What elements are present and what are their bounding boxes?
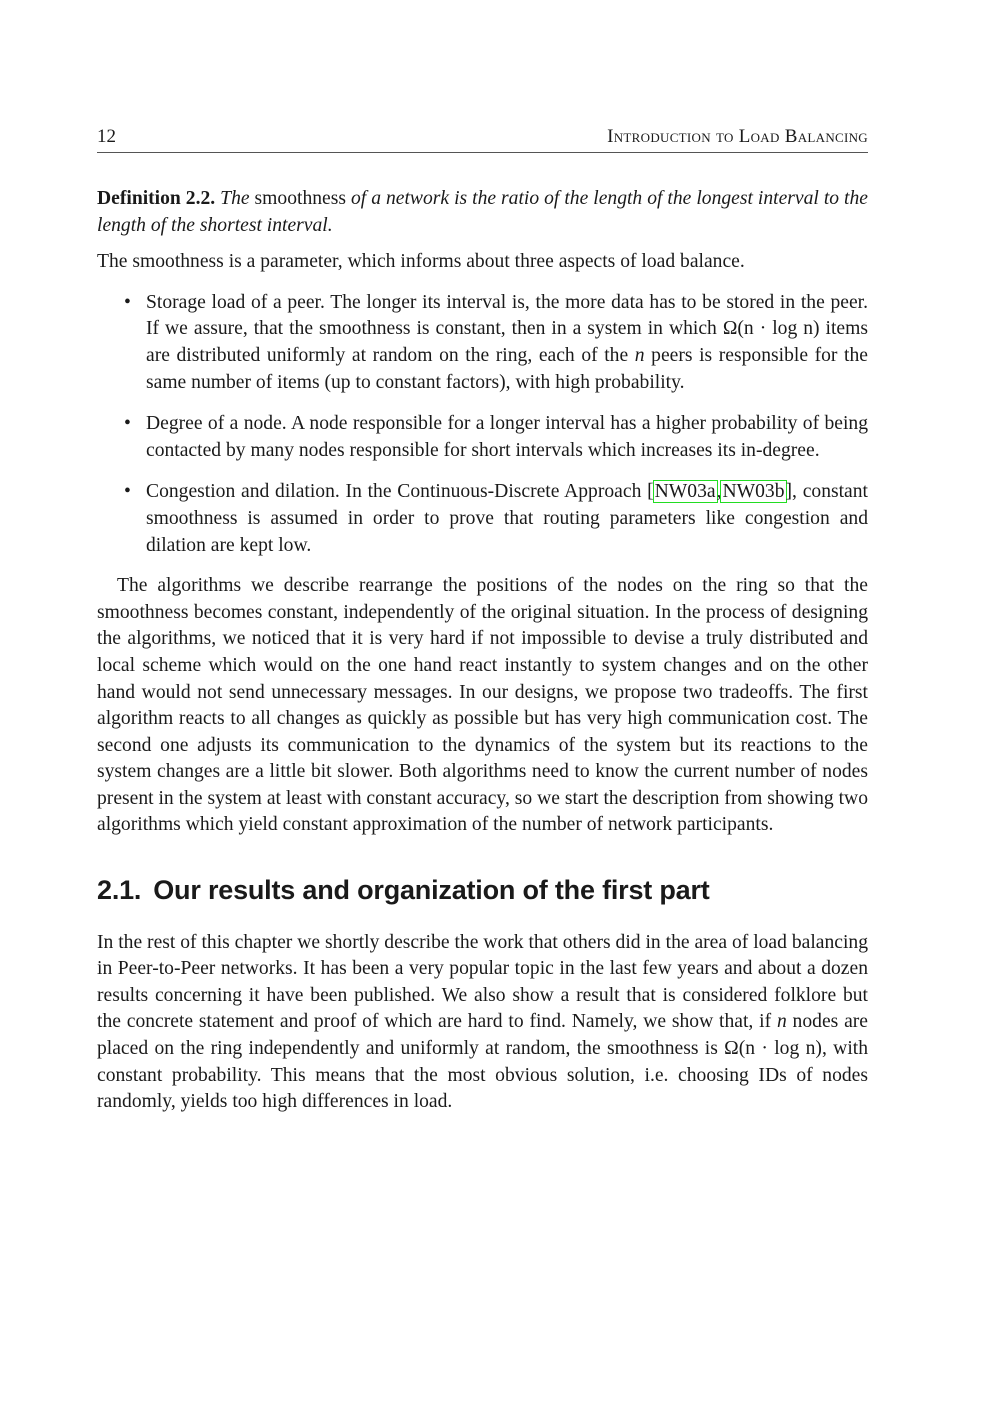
list-item-storage-load xyxy=(124,290,868,396)
list-item-text: items are distributed uniformly at random on the ring, each of the xyxy=(146,318,868,366)
algorithms-paragraph: The algorithms we describe rearrange the positions of the nodes on the ring so that the smoothness becomes constant, independently of the original situation. In the process of designing the algorithms, we noticed that it is very hard if not impossible to devise a truly distributed and local scheme which would on the one hand react instantly to system changes and on the other hand would not send unnecessary messages. In our designs, we propose two tradeoffs. The first algorithm reacts to all changes as quickly as possible but has very high communication cost. The second one adjusts its communication to the dynamics of the system but its reactions to the system changes are a little bit slower. Both algorithms need to know the current number of nodes present in the system at least with constant accuracy, so we start the description from showing two algorithms which yield constant approximation of the number of network participants. xyxy=(97,575,868,836)
list-item-text: peers is responsible for the same number of items (up to constant factors), with high probability. xyxy=(146,344,868,393)
math-expression: Ω(n · log n) xyxy=(724,1038,822,1060)
list-item-text: Degree of a node. A node responsible for a longer interval has a higher probability of being contacted by many nodes responsible for short intervals which increases its in-degree. xyxy=(146,413,868,461)
definition-label: Definition 2.2. xyxy=(97,188,216,209)
body-text xyxy=(97,186,868,1116)
bullet-icon: • xyxy=(124,291,131,313)
section-paragraph xyxy=(97,930,868,1116)
list-item-congestion xyxy=(124,479,868,559)
paragraph-text: In the rest of this chapter we shortly describe the work that others did in the area of load balancing in Peer-to-Peer networks. It has been a very popular topic in the last few years and about a dozen results concerning it have been published. We also show a result that is considered folklore but the concrete statement and proof of which are hard to find. Namely, we show that, if xyxy=(97,931,868,1033)
math-variable: n xyxy=(634,344,645,366)
definition-block xyxy=(97,186,868,239)
bullet-icon: • xyxy=(124,481,131,503)
list-item-node-degree xyxy=(124,411,868,464)
section-heading xyxy=(97,877,868,904)
definition-term: smoothness xyxy=(254,188,346,209)
paragraph-text: , with constant probability. This means that the most obvious solution, i.e. choosing IDs of nodes randomly, yields too high differences in load. xyxy=(97,1038,868,1113)
running-header xyxy=(97,126,868,153)
list-item-text: Storage load of a peer. The longer its interval is, the more data has to be stored in the peer. If we assure, that the smoothness is constant, then in a system in which xyxy=(146,291,868,340)
citation-link-nw03b[interactable]: NW03b xyxy=(722,481,785,503)
intro-paragraph: The smoothness is a parameter, which informs about three aspects of load balance. xyxy=(97,251,745,273)
definition-pre-term: The xyxy=(220,188,250,209)
math-expression: Ω(n · log n) xyxy=(722,318,820,340)
section-number: 2.1. xyxy=(97,875,142,906)
math-variable: n xyxy=(776,1011,787,1033)
paragraph-text: nodes are placed on the ring independently and uniformly at random, the smoothness is xyxy=(97,1011,868,1060)
page-number: 12 xyxy=(97,126,116,147)
list-item-text: ], constant smoothness is assumed in order to prove that routing parameters like congestion and dilation are kept low. xyxy=(146,481,868,556)
citation-link-nw03a[interactable]: NW03a xyxy=(654,481,716,503)
list-item-text: Congestion and dilation. In the Continuous-Discrete Approach [ xyxy=(146,481,654,503)
citation-separator: , xyxy=(716,481,722,503)
running-title: Introduction to Load Balancing xyxy=(607,126,868,147)
section-title: Our results and organization of the first part xyxy=(153,875,710,906)
aspects-list xyxy=(97,290,868,559)
definition-text: of a network is the ratio of the length of the longest interval to the length of the shortest interval. xyxy=(97,188,868,236)
bullet-icon: • xyxy=(124,413,131,435)
